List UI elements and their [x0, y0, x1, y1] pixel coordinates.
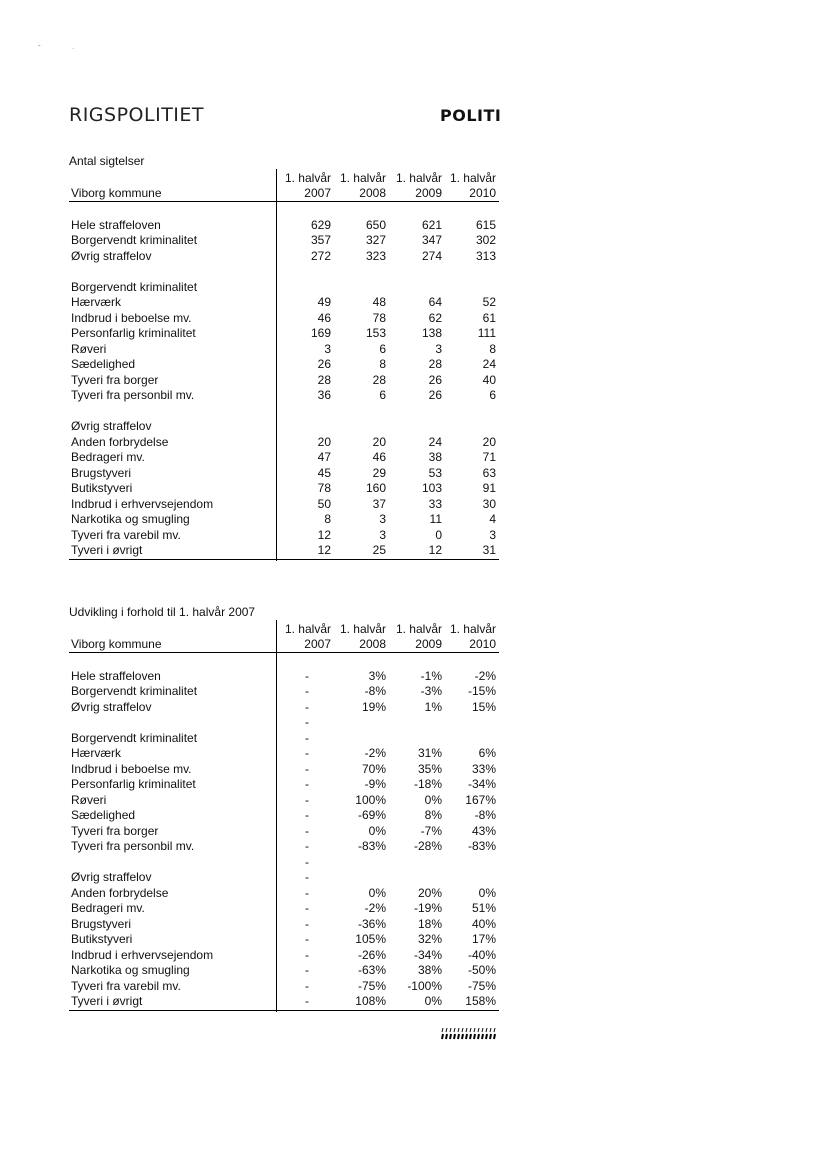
cell-value: -2%: [474, 668, 496, 683]
column-header-year: 2007: [304, 186, 331, 200]
cell-value: 35%: [417, 761, 442, 776]
row-label: Røveri: [71, 792, 107, 807]
table-row: [69, 684, 499, 700]
row-label: Hærværk: [71, 295, 121, 309]
dash-value: -: [305, 823, 309, 838]
cell-value: 52: [482, 295, 496, 309]
cell-value: -100%: [407, 978, 442, 993]
cell-value: 26: [317, 357, 331, 371]
cell-value: 6: [379, 341, 386, 356]
table-row: [69, 497, 499, 513]
cell-value: 20: [372, 434, 386, 449]
dash-value: -: [305, 730, 309, 745]
table-row: [69, 886, 499, 902]
cell-value: 30: [482, 496, 496, 511]
table-body: [69, 202, 499, 560]
cell-value: 302: [475, 233, 496, 247]
column-header: [330, 622, 386, 652]
dash-value: -: [305, 916, 309, 931]
row-label: Narkotika og smugling: [71, 512, 190, 526]
table-row: [69, 777, 499, 793]
cell-value: 46: [317, 310, 331, 325]
table-row: [69, 746, 499, 762]
cell-value: 20: [317, 434, 331, 449]
cell-value: 64: [428, 295, 442, 309]
spacer-row: [69, 202, 499, 218]
group-title: Borgervendt kriminalitet: [71, 279, 198, 294]
cell-value: 3: [379, 527, 386, 542]
cell-value: 357: [310, 233, 331, 247]
cell-value: 272: [310, 248, 331, 263]
row-header-label: Viborg kommune: [71, 637, 162, 651]
table-row: [69, 543, 499, 559]
row-label: Brugstyveri: [71, 916, 132, 931]
cell-value: 91: [482, 481, 496, 495]
cell-value: 1%: [424, 699, 442, 714]
table-caption: Antal sigtelser: [69, 154, 145, 168]
column-header-year: 2010: [469, 637, 496, 651]
cell-value: 0%: [478, 885, 496, 900]
cell-value: 3%: [368, 668, 386, 683]
group-title-row: [69, 731, 499, 747]
cell-value: 327: [365, 233, 386, 247]
table-row: [69, 512, 499, 528]
group-title-row: [69, 419, 499, 435]
column-header-period: 1. halvår: [284, 171, 331, 185]
column-header: [440, 171, 496, 201]
row-label: Hærværk: [71, 746, 121, 760]
cell-value: 160: [365, 481, 386, 495]
column-header-period: 1. halvår: [339, 622, 386, 636]
row-label: Butikstyveri: [71, 932, 133, 946]
table-row: [69, 466, 499, 482]
cell-value: 46: [372, 450, 386, 464]
table-row: [69, 932, 499, 948]
table-row: [69, 450, 499, 466]
spacer-row: [69, 715, 499, 731]
cell-value: 3: [489, 527, 496, 542]
cell-value: 169: [310, 326, 331, 340]
scan-specks: ˘ ·: [38, 44, 75, 53]
dash-value: -: [305, 761, 309, 776]
cell-value: -40%: [467, 947, 496, 962]
cell-value: 19%: [361, 699, 386, 714]
row-label: Personfarlig kriminalitet: [71, 777, 196, 791]
row-label: Hele straffeloven: [71, 217, 161, 232]
dash-value: -: [305, 699, 309, 714]
column-header-year: 2008: [359, 637, 386, 651]
cell-value: 36: [317, 388, 331, 402]
row-label: Anden forbrydelse: [71, 434, 169, 449]
cell-value: 62: [428, 310, 442, 325]
cell-value: 29: [372, 465, 386, 480]
table-header: [69, 620, 499, 653]
row-label: Butikstyveri: [71, 481, 133, 495]
table-row: [69, 917, 499, 933]
row-label: Borgervendt kriminalitet: [71, 233, 198, 247]
dash-value: -: [305, 994, 309, 1008]
cell-value: 0: [435, 527, 442, 542]
org-title: RIGSPOLITIET: [69, 104, 205, 126]
cell-value: 111: [477, 326, 496, 340]
cell-value: 105%: [355, 932, 386, 946]
group-title: Øvrig straffelov: [71, 870, 152, 884]
dash-value: -: [305, 839, 309, 853]
table-row: [69, 388, 499, 404]
cell-value: 49: [317, 295, 331, 309]
table-row: [69, 357, 499, 373]
cell-value: 138: [421, 326, 442, 340]
row-label: Narkotika og smugling: [71, 963, 190, 977]
cell-value: 20%: [417, 885, 442, 900]
cell-value: 167%: [465, 792, 496, 807]
table-header: [69, 169, 499, 202]
cell-value: -75%: [357, 978, 386, 993]
table-row: [69, 295, 499, 311]
dash-value: -: [305, 684, 309, 698]
cell-value: 78: [372, 310, 386, 325]
row-label: Bedrageri mv.: [71, 450, 145, 464]
table-development: [69, 604, 499, 1011]
cell-value: -19%: [413, 901, 442, 915]
cell-value: 31%: [417, 746, 442, 760]
cell-value: 24: [482, 357, 496, 371]
column-header: [275, 622, 331, 652]
table-row: [69, 342, 499, 358]
cell-value: 0%: [424, 792, 442, 807]
table-row: [69, 762, 499, 778]
row-header-label: Viborg kommune: [71, 186, 162, 200]
politi-logo: POLITI: [440, 106, 502, 125]
table-body: [69, 653, 499, 1011]
dash-value: -: [305, 668, 309, 683]
cell-value: 11: [429, 512, 442, 526]
dash-value: -: [305, 777, 309, 791]
column-header-period: 1. halvår: [449, 171, 496, 185]
cell-value: 25: [372, 543, 386, 557]
dash-value: -: [305, 746, 309, 760]
cell-value: 40: [482, 372, 496, 387]
column-header-year: 2007: [304, 637, 331, 651]
column-divider: [276, 202, 277, 561]
row-label: Anden forbrydelse: [71, 885, 169, 900]
table-row: [69, 994, 499, 1010]
cell-value: -50%: [467, 963, 496, 977]
group-title-row: [69, 280, 499, 296]
cell-value: 629: [310, 217, 331, 232]
table-caption: Udvikling i forhold til 1. halvår 2007: [69, 605, 256, 619]
row-label: Øvrig straffelov: [71, 248, 152, 263]
table-row: [69, 979, 499, 995]
column-header-period: 1. halvår: [339, 171, 386, 185]
column-header-year: 2010: [469, 186, 496, 200]
column-divider: [276, 620, 277, 652]
dash-value: -: [305, 715, 309, 729]
cell-value: 38: [428, 450, 442, 464]
cell-value: 323: [365, 248, 386, 263]
cell-value: 50: [317, 496, 331, 511]
column-divider: [276, 169, 277, 201]
column-header: [386, 622, 442, 652]
cell-value: 20: [482, 434, 496, 449]
column-header-period: 1. halvår: [449, 622, 496, 636]
cell-value: 26: [428, 388, 442, 402]
cell-value: 650: [365, 217, 386, 232]
table-row: [69, 700, 499, 716]
row-label: Øvrig straffelov: [71, 699, 152, 714]
table-row: [69, 373, 499, 389]
cell-value: -2%: [364, 901, 386, 915]
dash-value: -: [305, 808, 309, 822]
dash-value: -: [305, 792, 309, 807]
table-row: [69, 808, 499, 824]
cell-value: -28%: [413, 839, 442, 853]
cell-value: 347: [421, 233, 442, 247]
table-row: [69, 218, 499, 234]
cell-value: -34%: [413, 947, 442, 962]
cell-value: -3%: [420, 684, 442, 698]
cell-value: 8: [324, 512, 331, 526]
column-header-period: 1. halvår: [284, 622, 331, 636]
cell-value: 0%: [368, 885, 386, 900]
row-label: Sædelighed: [71, 357, 136, 371]
cell-value: 6: [379, 388, 386, 402]
cell-value: -63%: [357, 963, 386, 977]
table-row: [69, 963, 499, 979]
cell-value: 38%: [417, 963, 442, 977]
dash-value: -: [305, 932, 309, 946]
dash-value: -: [305, 978, 309, 993]
cell-value: -8%: [364, 684, 386, 698]
column-header-year: 2009: [415, 637, 442, 651]
cell-value: 12: [428, 543, 442, 557]
row-label: Tyveri fra personbil mv.: [71, 388, 195, 402]
cell-value: 43%: [471, 823, 496, 838]
row-label: Hele straffeloven: [71, 668, 161, 683]
row-label: Røveri: [71, 341, 107, 356]
cell-value: 70%: [361, 761, 386, 776]
cell-value: -9%: [364, 777, 386, 791]
cell-value: -34%: [467, 777, 496, 791]
cell-value: 24: [428, 434, 442, 449]
table-row: [69, 948, 499, 964]
cell-value: 45: [317, 465, 331, 480]
cell-value: -1%: [420, 668, 442, 683]
cell-value: 32%: [417, 932, 442, 946]
column-divider: [276, 653, 277, 1012]
cell-value: 18%: [417, 916, 442, 931]
row-label: Tyveri i øvrigt: [71, 543, 143, 557]
row-label: Tyveri fra personbil mv.: [71, 839, 195, 853]
table-row: [69, 249, 499, 265]
cell-value: 0%: [368, 823, 386, 838]
cell-value: 8: [379, 357, 386, 371]
cell-value: -69%: [357, 808, 386, 822]
table-row: [69, 824, 499, 840]
column-header: [330, 171, 386, 201]
dash-value: -: [305, 854, 309, 869]
cell-value: 274: [421, 248, 442, 263]
cell-value: 33%: [471, 761, 496, 776]
cell-value: -26%: [357, 947, 386, 962]
cell-value: 0%: [424, 994, 442, 1008]
group-title-row: [69, 870, 499, 886]
dash-value: -: [305, 947, 309, 962]
group-title: Øvrig straffelov: [71, 419, 152, 433]
row-label: Indbrud i erhvervsejendom: [71, 496, 214, 511]
scan-stamp-mark: [441, 1026, 497, 1040]
cell-value: 26: [428, 372, 442, 387]
cell-value: 621: [421, 217, 442, 232]
column-header-year: 2008: [359, 186, 386, 200]
dash-value: -: [305, 963, 309, 977]
column-header-period: 1. halvår: [395, 171, 442, 185]
table-row: [69, 839, 499, 855]
cell-value: 108%: [355, 994, 386, 1008]
column-header: [386, 171, 442, 201]
cell-value: 48: [372, 295, 386, 309]
spacer-row: [69, 855, 499, 871]
table-row: [69, 311, 499, 327]
dash-value: -: [305, 870, 309, 884]
group-title: Borgervendt kriminalitet: [71, 730, 198, 745]
cell-value: 100%: [355, 792, 386, 807]
cell-value: 40%: [471, 916, 496, 931]
spacer-row: [69, 404, 499, 420]
cell-value: 28: [372, 372, 386, 387]
dash-value: -: [305, 885, 309, 900]
row-label: Sædelighed: [71, 808, 136, 822]
cell-value: 78: [317, 481, 331, 495]
table-row: [69, 435, 499, 451]
column-header-year: 2009: [415, 186, 442, 200]
cell-value: 28: [428, 357, 442, 371]
table-row: [69, 901, 499, 917]
cell-value: 33: [428, 496, 442, 511]
cell-value: 6: [489, 388, 496, 402]
table-counts: [69, 153, 499, 560]
cell-value: 53: [428, 465, 442, 480]
cell-value: -18%: [413, 777, 442, 791]
cell-value: 28: [317, 372, 331, 387]
cell-value: -83%: [357, 839, 386, 853]
spacer-row: [69, 264, 499, 280]
cell-value: 158%: [465, 994, 496, 1008]
cell-value: 71: [482, 450, 496, 464]
cell-value: 313: [475, 248, 496, 263]
cell-value: -83%: [467, 839, 496, 853]
cell-value: 47: [317, 450, 331, 464]
table-row: [69, 326, 499, 342]
table-row: [69, 669, 499, 685]
cell-value: 51%: [471, 901, 496, 915]
row-label: Indbrud i erhvervsejendom: [71, 947, 214, 962]
cell-value: 615: [475, 217, 496, 232]
column-header: [275, 171, 331, 201]
cell-value: 12: [317, 527, 331, 542]
cell-value: -2%: [364, 746, 386, 760]
cell-value: -8%: [474, 808, 496, 822]
column-header: [440, 622, 496, 652]
row-label: Tyveri fra varebil mv.: [71, 527, 181, 542]
cell-value: 61: [482, 310, 496, 325]
table-row: [69, 793, 499, 809]
cell-value: 37: [372, 496, 386, 511]
row-label: Indbrud i beboelse mv.: [71, 761, 192, 776]
cell-value: 3: [324, 341, 331, 356]
row-label: Tyveri fra varebil mv.: [71, 978, 181, 993]
dash-value: -: [305, 901, 309, 915]
table-row: [69, 528, 499, 544]
cell-value: 6%: [478, 746, 496, 760]
cell-value: -7%: [420, 823, 442, 838]
cell-value: 153: [365, 326, 386, 340]
cell-value: 4: [489, 512, 496, 526]
spacer-row: [69, 653, 499, 669]
row-label: Borgervendt kriminalitet: [71, 684, 198, 698]
table-row: [69, 233, 499, 249]
row-label: Tyveri fra borger: [71, 823, 159, 838]
row-label: Tyveri fra borger: [71, 372, 159, 387]
cell-value: 8: [489, 341, 496, 356]
cell-value: -15%: [467, 684, 496, 698]
column-header-period: 1. halvår: [395, 622, 442, 636]
cell-value: -36%: [357, 916, 386, 931]
row-label: Bedrageri mv.: [71, 901, 145, 915]
row-label: Brugstyveri: [71, 465, 132, 480]
cell-value: -75%: [467, 978, 496, 993]
cell-value: 8%: [424, 808, 442, 822]
cell-value: 15%: [471, 699, 496, 714]
cell-value: 63: [482, 465, 496, 480]
row-label: Indbrud i beboelse mv.: [71, 310, 192, 325]
cell-value: 3: [379, 512, 386, 526]
row-label: Personfarlig kriminalitet: [71, 326, 196, 340]
cell-value: 103: [421, 481, 442, 495]
cell-value: 31: [482, 543, 496, 557]
cell-value: 17%: [471, 932, 496, 946]
cell-value: 3: [435, 341, 442, 356]
table-row: [69, 481, 499, 497]
row-label: Tyveri i øvrigt: [71, 994, 143, 1008]
cell-value: 12: [317, 543, 331, 557]
